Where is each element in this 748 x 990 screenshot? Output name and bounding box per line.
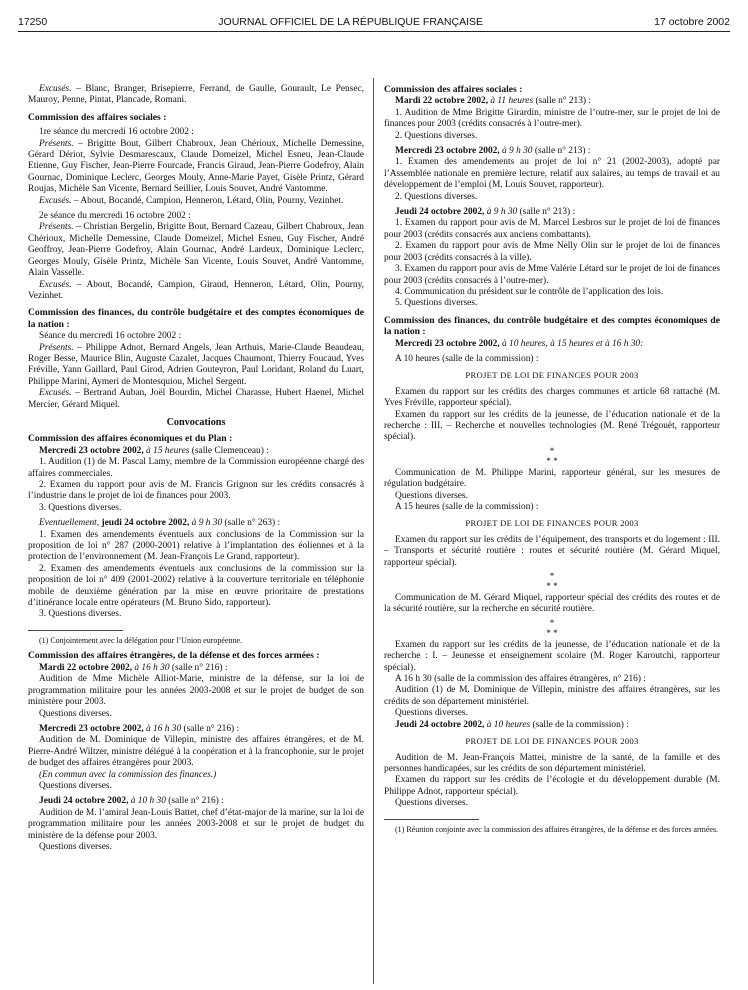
agenda-item: Questions diverses. <box>39 708 112 719</box>
seance-heading: 2e séance du mercredi 16 octobre 2002 : <box>39 211 191 222</box>
commission-finances-heading: Commission des finances, du contrôle budgétaire et des comptes économiques de la nation : <box>384 314 720 338</box>
agenda-item: Questions diverses. <box>395 490 468 501</box>
excuses-paragraph: Excusés. – About, Bocandé, Campion, Giraud, Henneron, Létard, Olin, Pourny, Vezinhet. <box>28 279 364 301</box>
meeting-date: Mardi 22 octobre 2002, à 11 heures (salle n° 213) : <box>395 96 591 107</box>
header-rule <box>18 31 730 32</box>
agenda-item: Questions diverses. <box>39 780 112 791</box>
commission-etrangeres-heading: Commission des affaires étrangères, de la défense et des forces armées : <box>28 650 320 662</box>
agenda-item: 3. Questions diverses. <box>39 502 122 513</box>
agenda-item: 1. Examen du rapport pour avis de M. Marcel Lesbros sur le projet de loi de finances pour 2003 (crédits consacrés aux anciens combattants). <box>384 218 720 240</box>
excuses-paragraph: Excusés. – Bertrand Auban, Joël Bourdin, Michel Charasse, Hubert Haenel, Michel Mercier, Gérard Miquel. <box>28 388 364 410</box>
agenda-item: 5. Questions diverses. <box>395 298 478 309</box>
plf-heading: PROJET DE LOI DE FINANCES POUR 2003 <box>465 370 639 381</box>
agenda-item: Examen du rapport sur les crédits de la jeunesse, de l’éducation nationale et de la recherche : I. – Jeunesse et enseignement scolaire (M. Roger Karoutchi, rapporteur spécial). <box>384 639 720 673</box>
meeting-date: Eventuellement, jeudi 24 octobre 2002, à 9 h 30 (salle n° 263) : <box>39 518 281 529</box>
meeting-date: Jeudi 24 octobre 2002, à 9 h 30 (salle n° 213) : <box>395 207 576 218</box>
agenda-item: Questions diverses. <box>395 708 468 719</box>
commission-affaires-sociales-heading: Commission des affaires sociales : <box>384 84 523 95</box>
seance-heading: 1re séance du mercredi 16 octobre 2002 : <box>39 127 194 138</box>
issue-date: 17 octobre 2002 <box>654 16 730 28</box>
agenda-item: Communication de M. Philippe Marini, rapporteur général, sur les mesures de régulation budgétaire. <box>384 467 720 490</box>
meeting-date: Jeudi 24 octobre 2002, à 10 h 30 (salle n° 216) : <box>39 796 224 807</box>
page-header <box>18 14 730 30</box>
journal-title: JOURNAL OFFICIEL DE LA RÉPUBLIQUE FRANÇAISE <box>218 16 483 28</box>
agenda-item: 3. Examen du rapport pour avis de Mme Valérie Létard sur le projet de loi de finances pour 2003 (crédits consacrés à l’outre-mer). <box>384 264 720 286</box>
footnote-separator <box>28 630 123 631</box>
agenda-item: Audition de M. l’amiral Jean-Louis Battet, chef d’état-major de la marine, sur la loi de programmation militaire pour les années 2003-2008 et sur le projet de budget du ministère de la défense pour 2003. <box>28 807 364 841</box>
seance-heading: Séance du mercredi 16 octobre 2002 : <box>39 331 182 342</box>
meeting-date: Mercredi 23 octobre 2002, à 15 heures (salle Clemenceau) : <box>39 445 269 456</box>
separator-stars: * * * <box>546 445 558 466</box>
presents-paragraph: Présents. – Christian Bergelin, Brigitte Bout, Bernard Cazeau, Gilbert Chabroux, Jean Chérioux, Michelle Demessine, Claude Domeizel, Michel Esneu, Guy Fischer, André Geoffroy, Jean-Pierre Godefroy, Alain Gournac, André Lardeux, Dominique Leclerc, Georges Mouly, Gisèle Printz, Michèle San Vicente, Louis Souvet, André Vantomme, Alain Vasselle. <box>28 222 364 279</box>
agenda-note: (En commun avec la commission des finances.) <box>39 769 217 780</box>
agenda-item: 2. Questions diverses. <box>395 191 478 202</box>
session-time: A 10 heures (salle de la commission) : <box>395 353 539 364</box>
agenda-item: 2. Examen des amendements éventuels aux conclusions de la commission sur la proposition de loi n° 409 (2001-2002) relative à la couverture territoriale en téléphonie mobile de deuxième génération par la mise en œuvre prioritaire de prestations d’itinérance locale entre opérateurs (M. Bruno Sido, rapporteur). <box>28 563 364 609</box>
agenda-item: Questions diverses. <box>39 841 112 852</box>
agenda-item: Examen du rapport sur les crédits de l’écologie et du développement durable (M. Philippe Adnot, rapporteur spécial). <box>384 775 720 797</box>
meeting-date: Mardi 22 octobre 2002, à 16 h 30 (salle n° 216) : <box>39 662 228 673</box>
convocations-heading: Convocations <box>166 416 226 428</box>
agenda-item: 3. Questions diverses. <box>39 609 122 620</box>
column-divider <box>373 78 374 984</box>
commission-eco-heading: Commission des affaires économiques et du Plan : <box>28 433 233 445</box>
session-time: A 16 h 30 (salle de la commission des affaires étrangères, n° 216) : <box>395 674 646 685</box>
agenda-item: 2. Questions diverses. <box>395 130 478 141</box>
meeting-date: Mercredi 23 octobre 2002, à 10 heures, à 15 heures et à 16 h 30: <box>395 338 644 349</box>
agenda-item: 1. Audition de Mme Brigitte Girardin, ministre de l’outre-mer, sur le projet de loi de finances pour 2003 (crédits consacrés à l’outre-mer). <box>384 107 720 130</box>
agenda-item: Audition de M. Jean-François Mattei, ministre de la santé, de la famille et des personnes handicapées, sur les crédits de son département ministériel. <box>384 752 720 774</box>
excuses-paragraph: Excusés. – About, Bocandé, Campion, Henneron, Létard, Olin, Pourny, Vezinhet. <box>39 195 344 206</box>
agenda-item: 2. Examen du rapport pour avis de Mme Nelly Olin sur le projet de loi de finances pour 2003 (crédits consacrés à la ville). <box>384 241 720 263</box>
agenda-item: Audition (1) de M. Dominique de Villepin, ministre des affaires étrangères, sur les crédits de son département ministériel. <box>384 685 720 707</box>
excuses-paragraph: Excusés. – Blanc, Branger, Brisepierre, Ferrand, de Gaulle, Gourault, Le Pensec, Mauroy, Penne, Pintat, Plancade, Romani. <box>28 84 364 106</box>
meeting-date: Jeudi 24 octobre 2002, à 10 heures (salle de la commission) : <box>395 719 629 730</box>
agenda-item: Examen du rapport sur les crédits des charges communes et article 68 rattaché (M. Yves Fréville, rapporteur spécial). <box>384 386 720 409</box>
meeting-date: Mercredi 23 octobre 2002, à 9 h 30 (salle n° 213) : <box>395 146 591 157</box>
session-time: A 15 heures (salle de la commission) : <box>395 502 539 512</box>
separator-stars: * * * <box>546 571 558 592</box>
presents-paragraph: Présents. – Philippe Adnot, Bernard Angels, Jean Arthuis, Marie-Claude Beaudeau, Roger Besse, Maurice Blin, Auguste Cazalet, Jacques Chaumont, Thierry Foucaud, Yves Fréville, Yann Gaillard, Paul Girod, Adrien Gouteyron, Paul Loridant, Roland du Luart, Philippe Marini, Aymeri de Montesquiou, Michel Sergent. <box>28 342 364 387</box>
agenda-item: Examen du rapport sur les crédits de la jeunesse, de l’éducation nationale et de la recherche : III. – Recherche et nouvelles technologies (M. René Trégouët, rapporteur spécial). <box>384 409 720 443</box>
agenda-item: 1. Examen des amendements éventuels aux conclusions de la Commission sur la proposition de loi n° 287 (2000-2001) relative à l’implantation des éoliennes et à la protection de l’environnement (M. Jean-François Le Grand, rapporteur). <box>28 529 364 563</box>
agenda-item: 4. Communication du président sur le contrôle de l’application des lois. <box>395 286 664 297</box>
presents-paragraph: Présents. – Brigitte Bout, Gilbert Chabroux, Jean Chérioux, Michelle Demessine, Gérard Dériot, Sylvie Desmarescaux, Claude Domeizel, Michel Esneu, Jean-Claude Etienne, Guy Fischer, Jean-Pierre Fourcade, Francis Giraud, Jean-Pierre Godefroy, Alain Gournac, Dominique Leclerc, Georges Mouly, Anne-Marie Payet, Gisèle Printz, Gérard Roujas, Michèle San Vicente, Bernard Seillier, Louis Souvet, André Vantomme. <box>28 138 364 195</box>
agenda-item: Communication de M. Gérard Miquel, rapporteur spécial des crédits des routes et de la sécurité routière, sur la recherche en sécurité routière. <box>384 593 720 615</box>
commission-finances-heading: Commission des finances, du contrôle budgétaire et des comptes économiques de la nation : <box>28 307 364 330</box>
plf-heading: PROJET DE LOI DE FINANCES POUR 2003 <box>465 736 639 747</box>
commission-affaires-sociales-heading: Commission des affaires sociales : <box>28 111 167 123</box>
left-column <box>28 84 364 853</box>
separator-stars: * * * <box>546 617 558 638</box>
agenda-item: Audition de M. Dominique de Villepin, ministre des affaires étrangères, et de M. Pierre-André Wiltzer, ministre délégué à la coopération et à la francophonie, sur le projet de budget des affaires étrangères pour 2003. <box>28 735 364 769</box>
meeting-date: Mercredi 23 octobre 2002, à 16 h 30 (salle n° 216) : <box>39 723 240 734</box>
plf-heading: PROJET DE LOI DE FINANCES POUR 2003 <box>465 518 639 529</box>
agenda-item: 1. Audition (1) de M. Pascal Lamy, membre de la Commission européenne chargé des affaires commerciales. <box>28 457 364 479</box>
agenda-item: 1. Examen des amendements au projet de loi n° 21 (2002-2003), adopté par l’Assemblée nationale en première lecture, relatif aux salaires, au temps de travail et au développement de l’emploi (M. Louis Souvet, rapporteur). <box>384 157 720 191</box>
agenda-item: Questions diverses. <box>395 798 468 809</box>
footnote: (1) Réunion conjointe avec la commission des affaires étrangères, de la défense et des forces armées. <box>395 824 719 834</box>
agenda-item: Audition de Mme Michèle Alliot-Marie, ministre de la défense, sur la loi de programmation militaire pour les années 2003-2008 et sur le projet de budget de son ministère pour 2003. <box>28 674 364 708</box>
right-column <box>384 84 720 834</box>
footnote-separator <box>384 819 479 820</box>
footnote: (1) Conjointement avec la délégation pour l’Union européenne. <box>39 635 243 645</box>
page-number: 17250 <box>18 16 48 28</box>
agenda-item: 2. Examen du rapport pour avis de M. Francis Grignon sur les crédits consacrés à l’industrie dans le projet de loi de finances pour 2003. <box>28 480 364 502</box>
agenda-item: Examen du rapport sur les crédits de l’équipement, des transports et du logement : III. – Transports et sécurité routière : routes et sécurité routière (M. Gérard Miquel, rapporteur spécial). <box>384 534 720 568</box>
